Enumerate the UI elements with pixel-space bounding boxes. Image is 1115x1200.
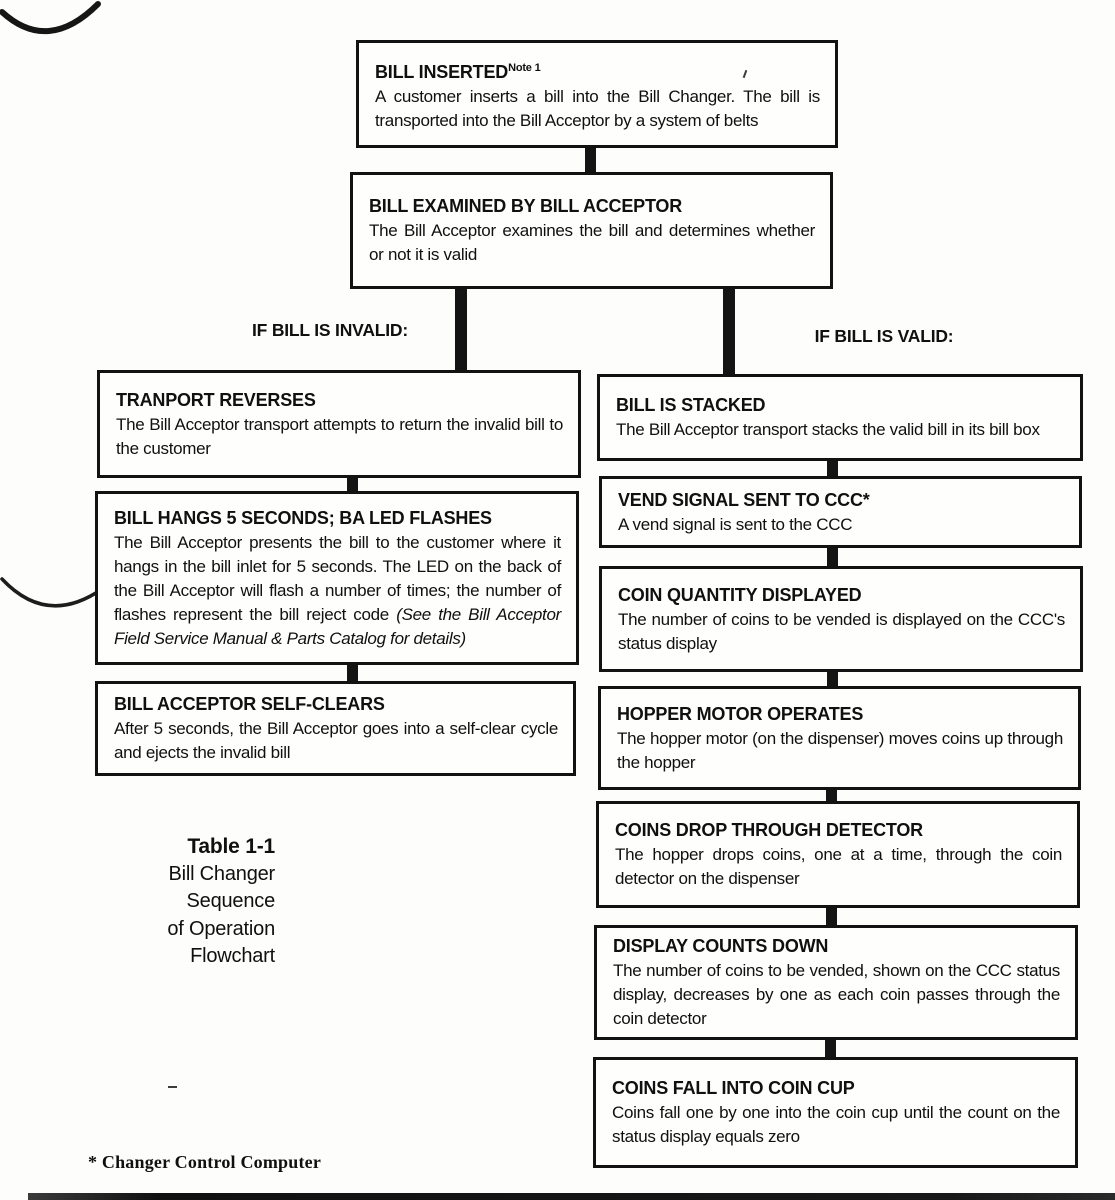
note-superscript: Note 1 bbox=[508, 61, 541, 74]
box-title: COINS FALL INTO COIN CUP bbox=[612, 1078, 855, 1098]
caption-line: Flowchart bbox=[190, 945, 275, 967]
box-body: The number of coins to be vended, shown on the CCC status display, decreases by one as each coin passes through the coin detector bbox=[613, 961, 1060, 1028]
scan-edge-artifact bbox=[28, 1193, 1115, 1200]
flow-box-transport-reverses bbox=[97, 370, 581, 478]
box-title: VEND SIGNAL SENT TO CCC* bbox=[618, 489, 870, 510]
box-body: The hopper motor (on the dispenser) moves coins up through the hopper bbox=[617, 728, 1063, 772]
flow-box-bill-hangs bbox=[95, 491, 579, 665]
branch-label-invalid: IF BILL IS INVALID: bbox=[252, 320, 408, 340]
caption-line: Bill Changer bbox=[168, 862, 275, 885]
box-body: The hopper drops coins, one at a time, through the coin detector on the dispenser bbox=[615, 845, 1062, 888]
flow-box-hopper-motor bbox=[598, 686, 1081, 790]
caption-title: Table 1-1 bbox=[187, 835, 275, 858]
flow-box-bill-stacked bbox=[597, 374, 1083, 461]
box-body: A vend signal is sent to the CCC bbox=[618, 514, 853, 534]
box-title: BILL EXAMINED BY BILL ACCEPTOR bbox=[369, 196, 683, 216]
flow-box-display-counts bbox=[594, 925, 1078, 1040]
box-body: After 5 seconds, the Bill Acceptor goes into a self-clear cycle and ejects the invalid bill bbox=[114, 719, 558, 762]
box-body: The Bill Acceptor presents the bill to the customer where it hangs in the bill inlet for 5 seconds. The LED on the back of the Bill Acceptor will flash a number of times; the number of flashes represent the bill reject code (See the Bill Acceptor Field Service Manual & Parts Catalog for details) bbox=[114, 532, 561, 648]
footnote: * Changer Control Computer bbox=[88, 1152, 322, 1172]
box-title: HOPPER MOTOR OPERATES bbox=[617, 703, 864, 724]
box-body: The number of coins to be vended is displayed on the CCC's status display bbox=[618, 609, 1065, 653]
box-body: The Bill Acceptor transport stacks the valid bill in its bill box bbox=[616, 420, 1040, 439]
box-title: COINS DROP THROUGH DETECTOR bbox=[615, 820, 923, 840]
box-title: COIN QUANTITY DISPLAYED bbox=[618, 584, 862, 605]
box-title: TRANPORT REVERSES bbox=[116, 389, 316, 410]
connector-valid-branch bbox=[723, 286, 735, 380]
flow-box-self-clears bbox=[95, 681, 576, 776]
hole-punch-artifact-top bbox=[0, 0, 110, 55]
box-body: Coins fall one by one into the coin cup until the count on the status display equals zero bbox=[612, 1103, 1060, 1146]
box-body: The Bill Acceptor transport attempts to return the invalid bill to the customer bbox=[116, 414, 563, 458]
box-title: BILL ACCEPTOR SELF-CLEARS bbox=[114, 694, 385, 714]
box-title: DISPLAY COUNTS DOWN bbox=[613, 936, 829, 956]
flow-box-coins-drop bbox=[596, 801, 1080, 908]
connector-invalid-branch bbox=[455, 286, 467, 376]
box-body: The Bill Acceptor examines the bill and determines whether or not it is valid bbox=[369, 221, 815, 264]
box-title: BILL $INSERTED^{Note 1}$ bbox=[375, 61, 541, 82]
branch-label-valid: IF BILL IS VALID: bbox=[814, 326, 954, 346]
box-title: BILL HANGS 5 SECONDS; BA LED FLASHES bbox=[114, 507, 492, 528]
caption-line: Sequence bbox=[186, 890, 275, 912]
flow-box-coin-quantity bbox=[599, 566, 1083, 672]
box-title: BILL IS STACKED bbox=[616, 395, 766, 415]
box-body: A customer inserts a bill into the Bill Changer. The bill is transported into the Bill Acceptor by a system of belts bbox=[375, 86, 820, 130]
flow-box-bill-inserted bbox=[356, 40, 838, 148]
table-caption bbox=[80, 833, 275, 971]
italic-reference: (See the Bill Acceptor Field Service Manual & Parts Catalog for details) bbox=[114, 604, 561, 648]
flow-box-coins-fall bbox=[593, 1057, 1078, 1168]
flow-box-bill-examined bbox=[350, 172, 833, 289]
flow-box-vend-signal bbox=[599, 476, 1082, 548]
connector-top1-top2 bbox=[585, 145, 596, 175]
stray-dash bbox=[168, 1086, 177, 1088]
caption-line: of Operation bbox=[167, 917, 275, 940]
